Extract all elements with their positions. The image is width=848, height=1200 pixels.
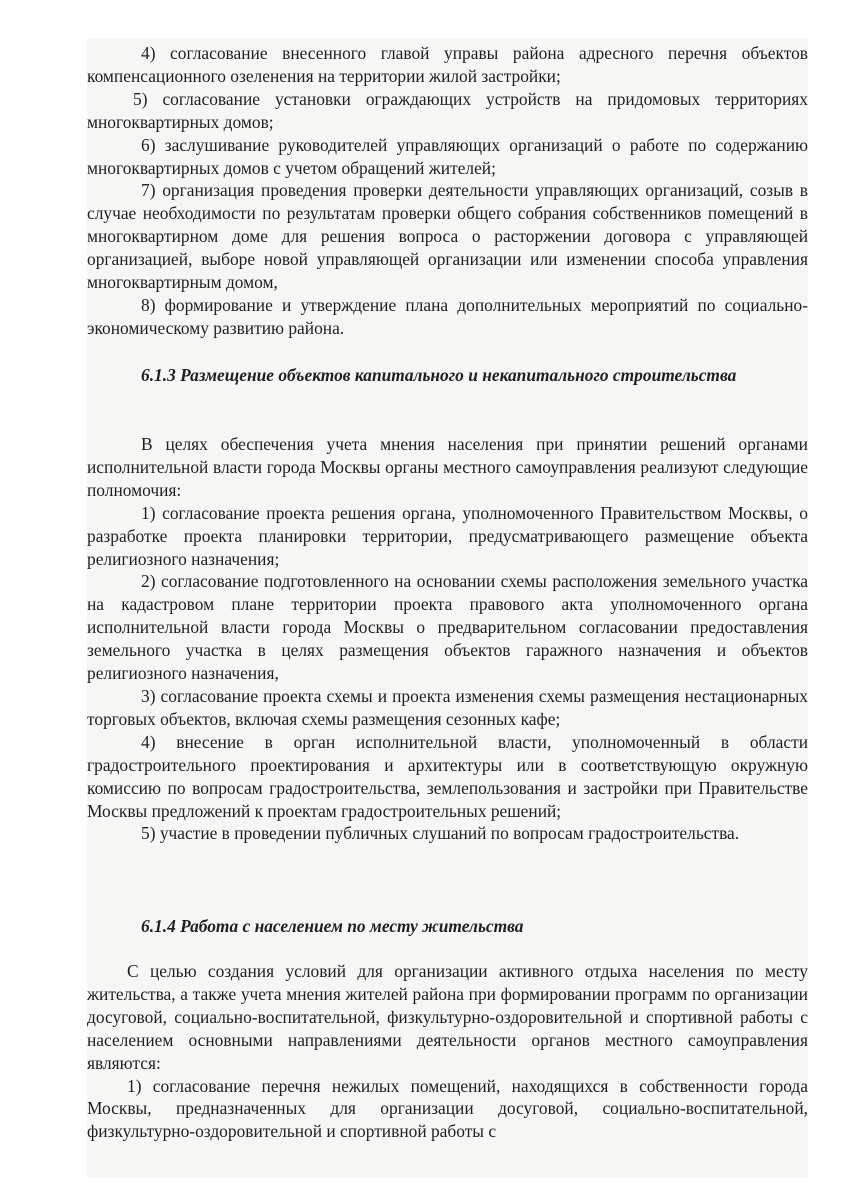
list-item: 3) согласование проекта схемы и проекта изменения схемы размещения нестационарных торговых объектов, включая схемы размещения сезонных кафе; <box>87 685 808 729</box>
section-6-1-2-tail <box>87 42 808 340</box>
list-item: 1) согласование перечня нежилых помещений, находящихся в собственности города Москвы, предназначенных для организации досуговой, социально-воспитательной, физкультурно-оздоровительной и спортивной работы с <box>87 1075 808 1142</box>
list-item: 4) внесение в орган исполнительной власти, уполномоченный в области градостроительного проектирования и архитектуры или в соответствующую окружную комиссию по вопросам градостроительства, землепользования и застройки при Правительстве Москвы предложений к проектам градостроительных решений; <box>87 731 808 821</box>
list-item: 5) согласование установки ограждающих устройств на придомовых территориях многоквартирных домов; <box>87 88 808 132</box>
section-heading-6-1-3: 6.1.3 Размещение объектов капитального и некапитального строительства <box>141 365 737 385</box>
list-item: 5) участие в проведении публичных слушаний по вопросам градостроительства. <box>141 823 740 844</box>
section-6-1-4-body <box>87 960 808 1143</box>
section-6-1-3-body <box>87 433 808 845</box>
section-intro: В целях обеспечения учета мнения населения при принятии решений органами исполнительной власти города Москвы органы местного самоуправления реализуют следующие полномочия: <box>87 434 808 500</box>
list-item: 1) согласование проекта решения органа, уполномоченного Правительством Москвы, о разработке проекта планировки территории, предусматривающего размещение объекта религиозного назначения; <box>87 502 808 569</box>
list-item: 8) формирование и утверждение плана дополнительных мероприятий по социально-экономическому развитию района. <box>87 294 808 338</box>
page-content <box>87 38 808 1178</box>
list-item: 7) организация проведения проверки деятельности управляющих организаций, созыв в случае необходимости по результатам проверки общего собрания собственников помещений в многоквартирном доме для решения вопроса о расторжении договора с управляющей организацией, выборе новой управляющей организации или изменении способа управления многоквартирным домом, <box>87 180 808 293</box>
list-item: 4) согласование внесенного главой управы района адресного перечня объектов компенсационного озеленения на территории жилой застройки; <box>87 43 808 86</box>
section-heading-6-1-4: 6.1.4 Работа с населением по месту жительства <box>141 916 524 936</box>
list-item: 6) заслушивание руководителей управляющих организаций о работе по содержанию многоквартирных домов с учетом обращений жителей; <box>87 134 808 178</box>
section-intro: С целью создания условий для организации активного отдыха населения по месту жительства, а также учета мнения жителей района при формировании программ по организации досуговой, социально-воспитательной, физкультурно-оздоровительной и спортивной работы с населением основными направлениями деятельности органов местного самоуправления являются: <box>87 961 808 1073</box>
list-item: 2) согласование подготовленного на основании схемы расположения земельного участка на кадастровом плане территории проекта правового акта уполномоченного органа исполнительной власти города Москвы о предварительном согласовании предоставления земельного участка в целях размещения объектов гаражного назначения и объектов религиозного назначения, <box>87 571 808 684</box>
